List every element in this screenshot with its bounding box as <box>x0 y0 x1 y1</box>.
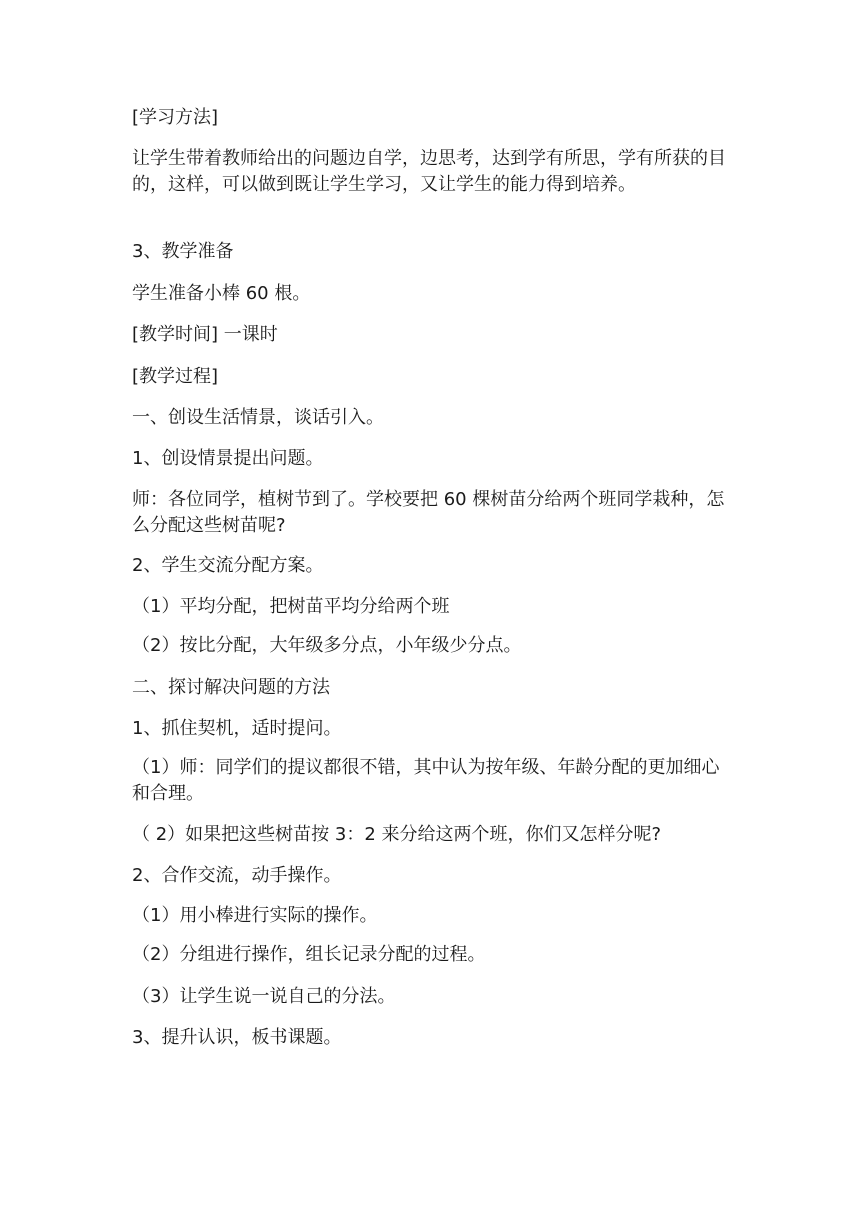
list-item: （2）分组进行操作，组长记录分配的过程。 <box>132 944 486 965</box>
heading-teaching-time: [教学时间] 一课时 <box>132 324 278 345</box>
section-heading-2: 二、探讨解决问题的方法 <box>132 677 330 698</box>
paragraph-learning-method: 让学生带着教师给出的问题边自学，边思考，达到学有所思，学有所获的目的，这样，可以做到既让学生学习，又让学生的能力得到培养。 <box>132 148 726 195</box>
list-item: （ 2）如果把这些树苗按 3：2 来分给这两个班，你们又怎样分呢? <box>132 824 662 845</box>
list-item: （1）师：同学们的提议都很不错，其中认为按年级、年龄分配的更加细心和合理。 <box>132 757 720 804</box>
list-item: （1）用小棒进行实际的操作。 <box>132 905 378 926</box>
step-heading: 1、创设情景提出问题。 <box>132 448 324 469</box>
step-heading: 3、提升认识，板书课题。 <box>132 1027 342 1048</box>
step-heading: 2、合作交流，动手操作。 <box>132 865 342 886</box>
section-heading-1: 一、创设生活情景，谈话引入。 <box>132 407 384 428</box>
list-item: （2）按比分配，大年级多分点，小年级少分点。 <box>132 635 522 656</box>
heading-learning-method: [学习方法] <box>132 107 219 128</box>
list-item: （1）平均分配，把树苗平均分给两个班 <box>132 596 450 617</box>
step-heading: 1、抓住契机，适时提问。 <box>132 718 342 739</box>
paragraph-teacher-question: 师：各位同学，植树节到了。学校要把 60 棵树苗分给两个班同学栽种，怎么分配这些树苗呢? <box>132 489 725 536</box>
heading-teaching-process: [教学过程] <box>132 366 219 387</box>
step-heading: 2、学生交流分配方案。 <box>132 555 324 576</box>
paragraph-preparation: 学生准备小棒 60 根。 <box>132 283 311 304</box>
heading-teaching-preparation: 3、教学准备 <box>132 241 234 262</box>
list-item: （3）让学生说一说自己的分法。 <box>132 986 396 1007</box>
